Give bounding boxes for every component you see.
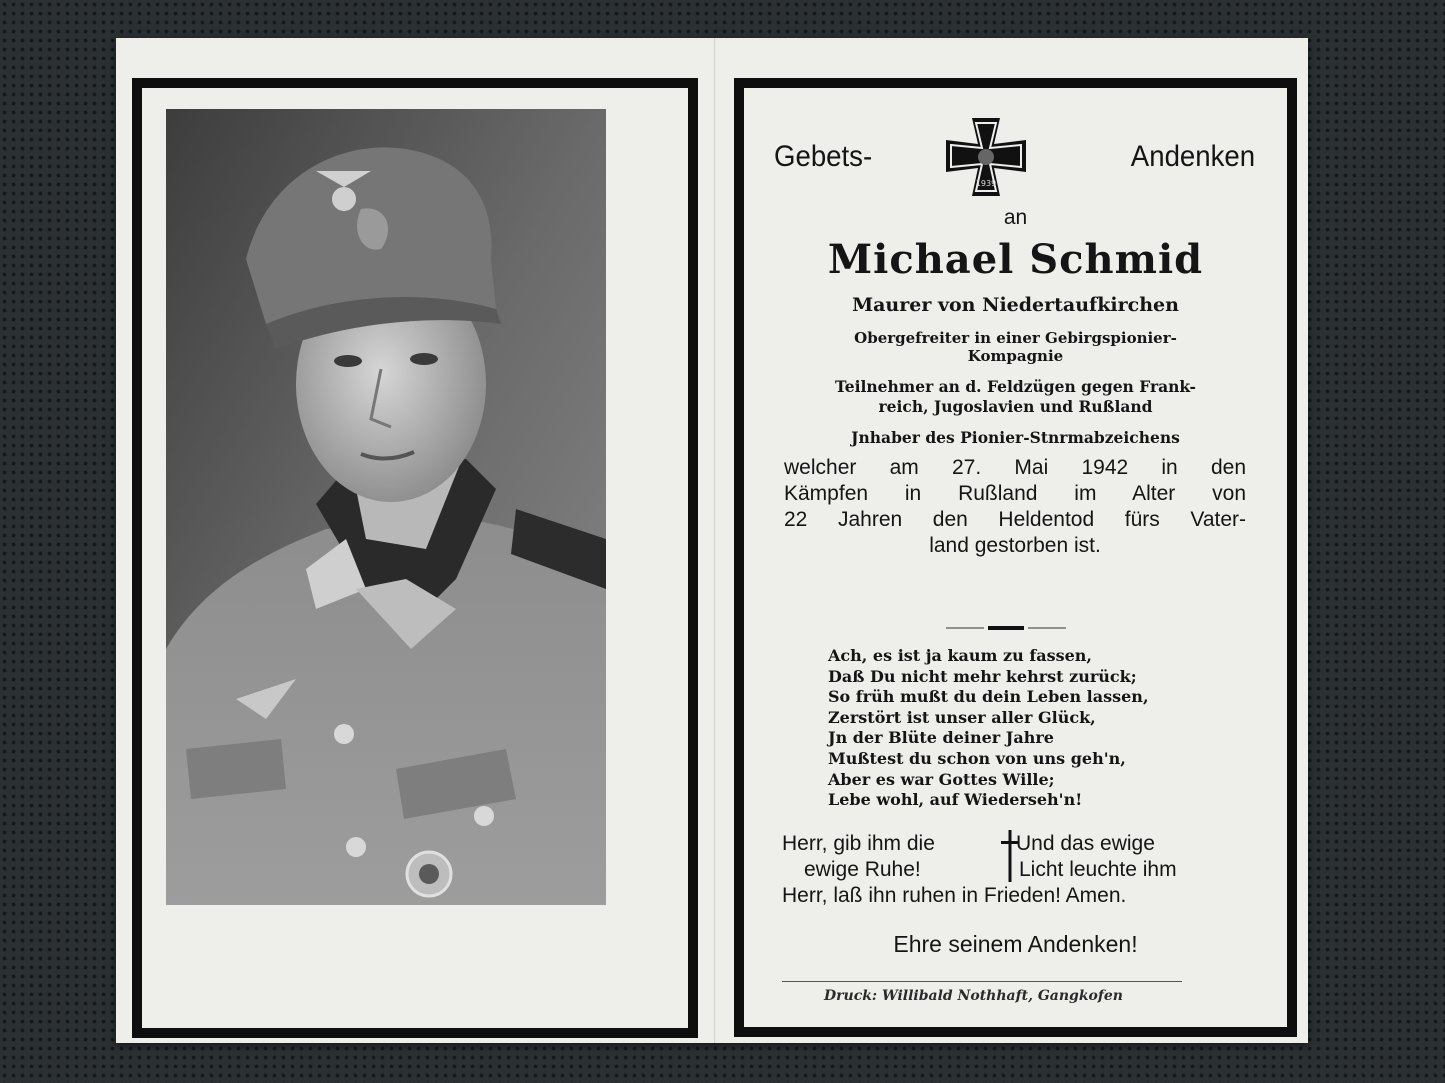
card-fold bbox=[714, 38, 716, 1043]
ornamental-divider bbox=[946, 625, 1066, 631]
soldier-portrait-photo bbox=[166, 109, 606, 905]
poem-line: Ach, es ist ja kaum zu fassen, bbox=[828, 646, 1092, 665]
memorial-card bbox=[116, 38, 1308, 1043]
poem-line: Aber es war Gottes Wille; bbox=[828, 769, 1055, 789]
header bbox=[744, 114, 1287, 194]
rank-line-1: Obergefreiter in einer Gebirgspionier- bbox=[854, 329, 1177, 347]
poem-line: Lebe wohl, auf Wiederseh'n! bbox=[828, 790, 1083, 810]
poem-line: Zerstört ist unser aller Glück, bbox=[828, 707, 1096, 727]
prayer-right-2: Licht leuchte ihm bbox=[1019, 858, 1177, 881]
poem-line: Jn der Blüte deiner Jahre bbox=[828, 728, 1054, 748]
right-panel-border bbox=[734, 78, 1297, 1037]
rank-line-2: Kompagnie bbox=[967, 347, 1064, 365]
iron-cross-icon bbox=[942, 114, 1030, 200]
deceased-name: Michael Schmid bbox=[827, 236, 1204, 283]
memorial-text bbox=[744, 88, 1287, 1027]
printer-rule bbox=[782, 981, 1182, 982]
printer-credit: Druck: Willibald Nothhaft, Gangkofen bbox=[824, 988, 1123, 1004]
poem-line: So früh mußt du dein Leben lassen, bbox=[828, 687, 1149, 707]
dedication-an: an bbox=[1003, 206, 1028, 229]
death-line-1: welcher am 27. Mai 1942 in den bbox=[784, 456, 1246, 479]
header-right: Andenken bbox=[1130, 140, 1255, 173]
poem bbox=[828, 646, 1149, 811]
death-line-4: land gestorben ist. bbox=[929, 534, 1101, 557]
occupation: Maurer von Niedertaufkirchen bbox=[852, 294, 1179, 316]
poem-line: Daß Du nicht mehr kehrst zurück; bbox=[828, 666, 1137, 686]
poem-line: Mußtest du schon von uns geh'n, bbox=[828, 748, 1126, 768]
campaigns-line-1: Teilnehmer an d. Feldzügen gegen Frank- bbox=[835, 377, 1196, 396]
prayer-left-2: ewige Ruhe! bbox=[804, 858, 921, 881]
soldier-portrait-icon bbox=[166, 109, 606, 905]
badge-holder: Jnhaber des Pionier-Stnrmabzeichens bbox=[851, 428, 1180, 447]
iron-cross-year: 1939 bbox=[975, 179, 997, 188]
death-line-2: Kämpfen in Rußland im Alter von bbox=[784, 482, 1246, 505]
honor-line: Ehre seinem Andenken! bbox=[893, 931, 1138, 957]
campaigns-line-2: reich, Jugoslavien und Rußland bbox=[878, 397, 1153, 416]
prayer-right-1: Und das ewige bbox=[1016, 832, 1155, 855]
header-left: Gebets- bbox=[774, 140, 873, 173]
prayer-line-3: Herr, laß ihn ruhen in Frieden! Amen. bbox=[782, 884, 1127, 907]
prayer-left-1: Herr, gib ihm die bbox=[782, 832, 935, 855]
death-line-3: 22 Jahren den Heldentod fürs Vater- bbox=[784, 508, 1246, 531]
